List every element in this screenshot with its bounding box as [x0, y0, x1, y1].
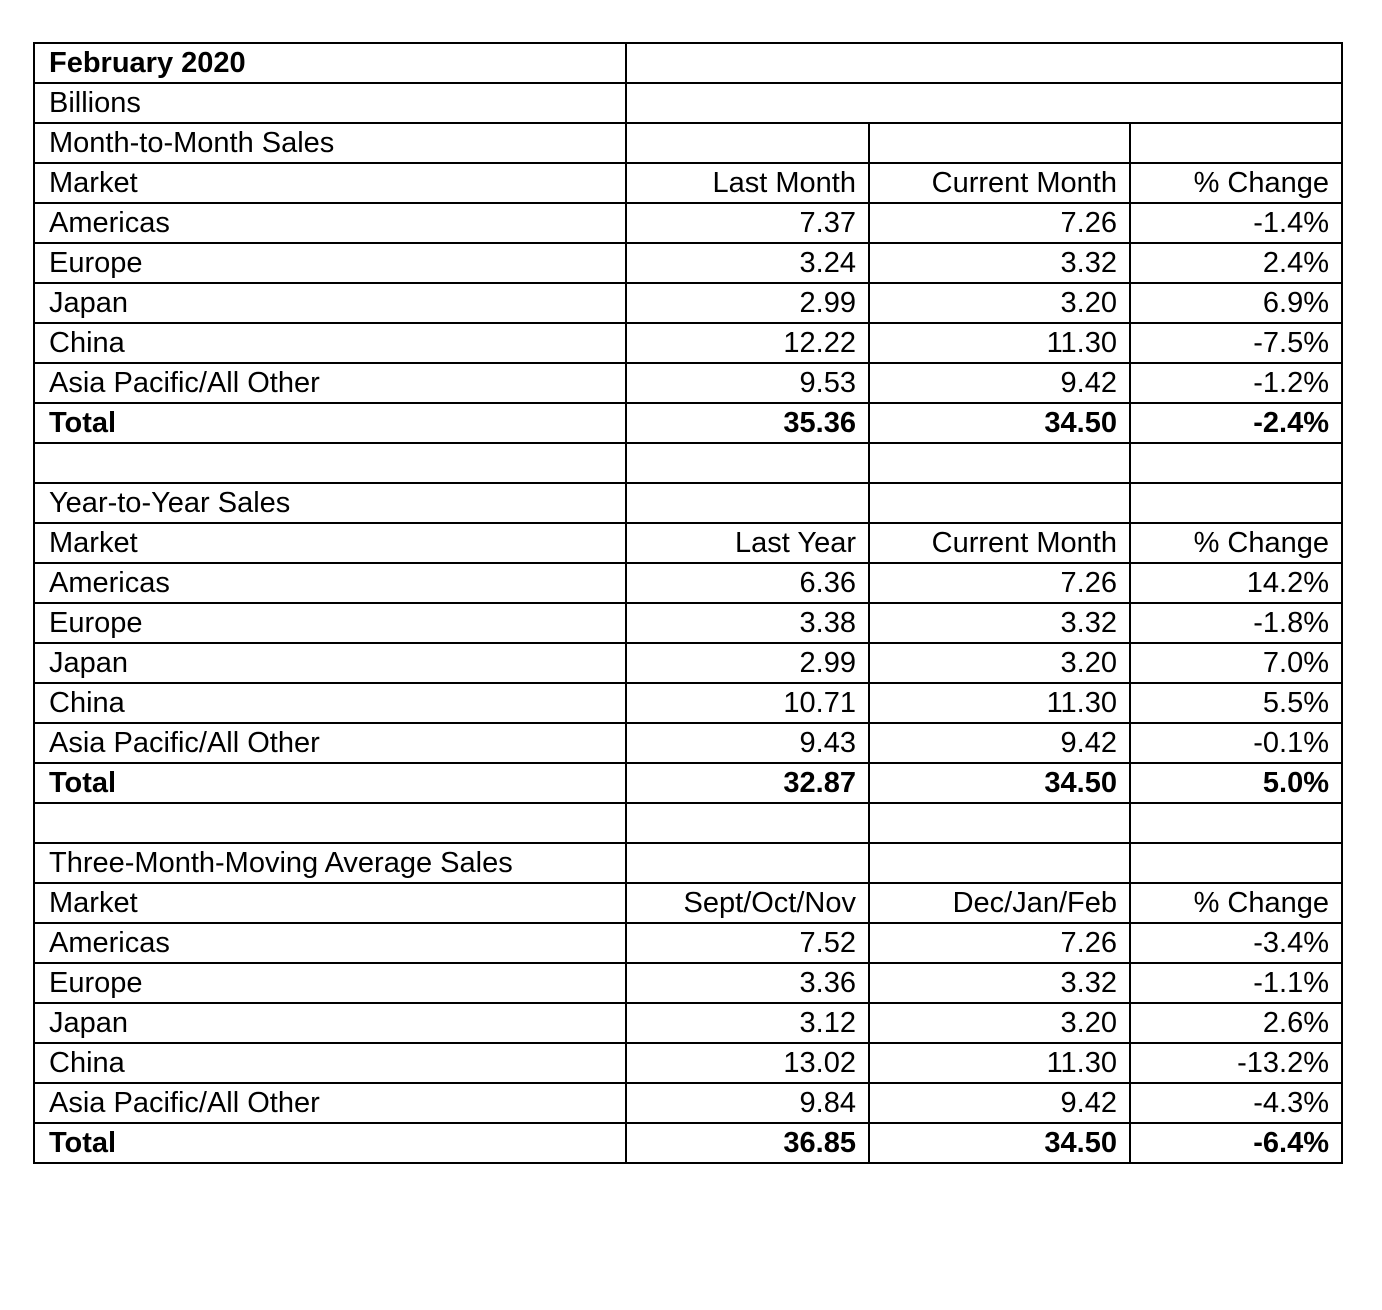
- table-row: [34, 963, 1342, 1003]
- heading-blank-cell: [869, 843, 1130, 883]
- table-row: [34, 923, 1342, 963]
- heading-blank-cell: [1130, 123, 1342, 163]
- sales-table: [33, 42, 1343, 1164]
- table-row: [34, 363, 1342, 403]
- column-header: % Change: [1130, 883, 1342, 923]
- sales-table-body: [34, 43, 1342, 1163]
- value-cell: 2.99: [626, 283, 869, 323]
- market-name: Asia Pacific/All Other: [34, 723, 626, 763]
- total-value: -6.4%: [1130, 1123, 1342, 1163]
- market-name: Europe: [34, 963, 626, 1003]
- spacer-cell: [34, 803, 626, 843]
- column-header: Market: [34, 883, 626, 923]
- value-cell: -4.3%: [1130, 1083, 1342, 1123]
- heading-blank-cell: [869, 483, 1130, 523]
- value-cell: 3.32: [869, 243, 1130, 283]
- total-value: 34.50: [869, 1123, 1130, 1163]
- value-cell: 3.32: [869, 963, 1130, 1003]
- total-label: Total: [34, 403, 626, 443]
- value-cell: 6.9%: [1130, 283, 1342, 323]
- three-month-average-column-header-row: [34, 883, 1342, 923]
- value-cell: 3.20: [869, 283, 1130, 323]
- table-row: [34, 203, 1342, 243]
- total-value: 34.50: [869, 403, 1130, 443]
- table-row: [34, 1043, 1342, 1083]
- total-value: -2.4%: [1130, 403, 1342, 443]
- value-cell: 9.84: [626, 1083, 869, 1123]
- table-row: [34, 323, 1342, 363]
- month-to-month-heading-row: [34, 123, 1342, 163]
- year-to-year-heading: Year-to-Year Sales: [34, 483, 626, 523]
- total-value: 36.85: [626, 1123, 869, 1163]
- value-cell: 10.71: [626, 683, 869, 723]
- spacer-cell: [1130, 443, 1342, 483]
- value-cell: 13.02: [626, 1043, 869, 1083]
- market-name: Japan: [34, 1003, 626, 1043]
- sales-sheet: [33, 42, 1343, 1164]
- table-row: [34, 683, 1342, 723]
- market-name: China: [34, 1043, 626, 1083]
- heading-blank-cell: [626, 483, 869, 523]
- table-row: [34, 603, 1342, 643]
- column-header: % Change: [1130, 523, 1342, 563]
- value-cell: 6.36: [626, 563, 869, 603]
- value-cell: -1.8%: [1130, 603, 1342, 643]
- column-header: Current Month: [869, 163, 1130, 203]
- table-row: [34, 723, 1342, 763]
- market-name: China: [34, 683, 626, 723]
- three-month-average-spacer-row: [34, 803, 1342, 843]
- value-cell: 3.20: [869, 1003, 1130, 1043]
- column-header: Current Month: [869, 523, 1130, 563]
- three-month-average-heading-row: [34, 843, 1342, 883]
- value-cell: 11.30: [869, 1043, 1130, 1083]
- total-value: 5.0%: [1130, 763, 1342, 803]
- column-header: % Change: [1130, 163, 1342, 203]
- value-cell: 9.42: [869, 723, 1130, 763]
- month-to-month-total-row: [34, 403, 1342, 443]
- value-cell: 14.2%: [1130, 563, 1342, 603]
- value-cell: 3.20: [869, 643, 1130, 683]
- market-name: Japan: [34, 643, 626, 683]
- units-label: Billions: [34, 83, 626, 123]
- value-cell: 3.24: [626, 243, 869, 283]
- table-row: [34, 563, 1342, 603]
- title-row-blank: [626, 43, 1342, 83]
- value-cell: -1.1%: [1130, 963, 1342, 1003]
- value-cell: 2.6%: [1130, 1003, 1342, 1043]
- spacer-cell: [869, 443, 1130, 483]
- value-cell: 7.52: [626, 923, 869, 963]
- spacer-cell: [34, 443, 626, 483]
- heading-blank-cell: [1130, 843, 1342, 883]
- value-cell: 2.99: [626, 643, 869, 683]
- table-row: [34, 1003, 1342, 1043]
- year-to-year-heading-row: [34, 483, 1342, 523]
- spacer-cell: [626, 443, 869, 483]
- value-cell: 7.26: [869, 203, 1130, 243]
- value-cell: 3.36: [626, 963, 869, 1003]
- heading-blank-cell: [626, 123, 869, 163]
- month-to-month-heading: Month-to-Month Sales: [34, 123, 626, 163]
- value-cell: 9.42: [869, 363, 1130, 403]
- report-title: February 2020: [34, 43, 626, 83]
- table-row: [34, 283, 1342, 323]
- column-header: Market: [34, 163, 626, 203]
- market-name: Asia Pacific/All Other: [34, 363, 626, 403]
- column-header: Dec/Jan/Feb: [869, 883, 1130, 923]
- value-cell: 3.12: [626, 1003, 869, 1043]
- year-to-year-column-header-row: [34, 523, 1342, 563]
- total-label: Total: [34, 763, 626, 803]
- column-header: Sept/Oct/Nov: [626, 883, 869, 923]
- table-row: [34, 643, 1342, 683]
- value-cell: 7.37: [626, 203, 869, 243]
- year-to-year-spacer-row: [34, 443, 1342, 483]
- total-label: Total: [34, 1123, 626, 1163]
- value-cell: 7.26: [869, 563, 1130, 603]
- total-value: 32.87: [626, 763, 869, 803]
- table-row: [34, 243, 1342, 283]
- heading-blank-cell: [869, 123, 1130, 163]
- three-month-average-total-row: [34, 1123, 1342, 1163]
- value-cell: 12.22: [626, 323, 869, 363]
- value-cell: -3.4%: [1130, 923, 1342, 963]
- value-cell: 9.42: [869, 1083, 1130, 1123]
- market-name: Asia Pacific/All Other: [34, 1083, 626, 1123]
- table-row: [34, 1083, 1342, 1123]
- total-value: 35.36: [626, 403, 869, 443]
- value-cell: -1.4%: [1130, 203, 1342, 243]
- market-name: Europe: [34, 243, 626, 283]
- value-cell: -7.5%: [1130, 323, 1342, 363]
- value-cell: 3.32: [869, 603, 1130, 643]
- total-value: 34.50: [869, 763, 1130, 803]
- column-header: Market: [34, 523, 626, 563]
- spacer-cell: [626, 803, 869, 843]
- value-cell: 9.53: [626, 363, 869, 403]
- heading-blank-cell: [626, 843, 869, 883]
- market-name: Americas: [34, 203, 626, 243]
- heading-blank-cell: [1130, 483, 1342, 523]
- value-cell: -1.2%: [1130, 363, 1342, 403]
- value-cell: 7.0%: [1130, 643, 1342, 683]
- market-name: Europe: [34, 603, 626, 643]
- value-cell: 7.26: [869, 923, 1130, 963]
- units-row: [34, 83, 1342, 123]
- value-cell: 3.38: [626, 603, 869, 643]
- column-header: Last Year: [626, 523, 869, 563]
- value-cell: -0.1%: [1130, 723, 1342, 763]
- year-to-year-total-row: [34, 763, 1342, 803]
- market-name: China: [34, 323, 626, 363]
- column-header: Last Month: [626, 163, 869, 203]
- units-row-blank: [626, 83, 1342, 123]
- value-cell: 5.5%: [1130, 683, 1342, 723]
- title-row: [34, 43, 1342, 83]
- month-to-month-column-header-row: [34, 163, 1342, 203]
- value-cell: 9.43: [626, 723, 869, 763]
- value-cell: -13.2%: [1130, 1043, 1342, 1083]
- market-name: Americas: [34, 563, 626, 603]
- value-cell: 11.30: [869, 683, 1130, 723]
- market-name: Japan: [34, 283, 626, 323]
- spacer-cell: [1130, 803, 1342, 843]
- value-cell: 2.4%: [1130, 243, 1342, 283]
- three-month-average-heading: Three-Month-Moving Average Sales: [34, 843, 626, 883]
- spacer-cell: [869, 803, 1130, 843]
- market-name: Americas: [34, 923, 626, 963]
- value-cell: 11.30: [869, 323, 1130, 363]
